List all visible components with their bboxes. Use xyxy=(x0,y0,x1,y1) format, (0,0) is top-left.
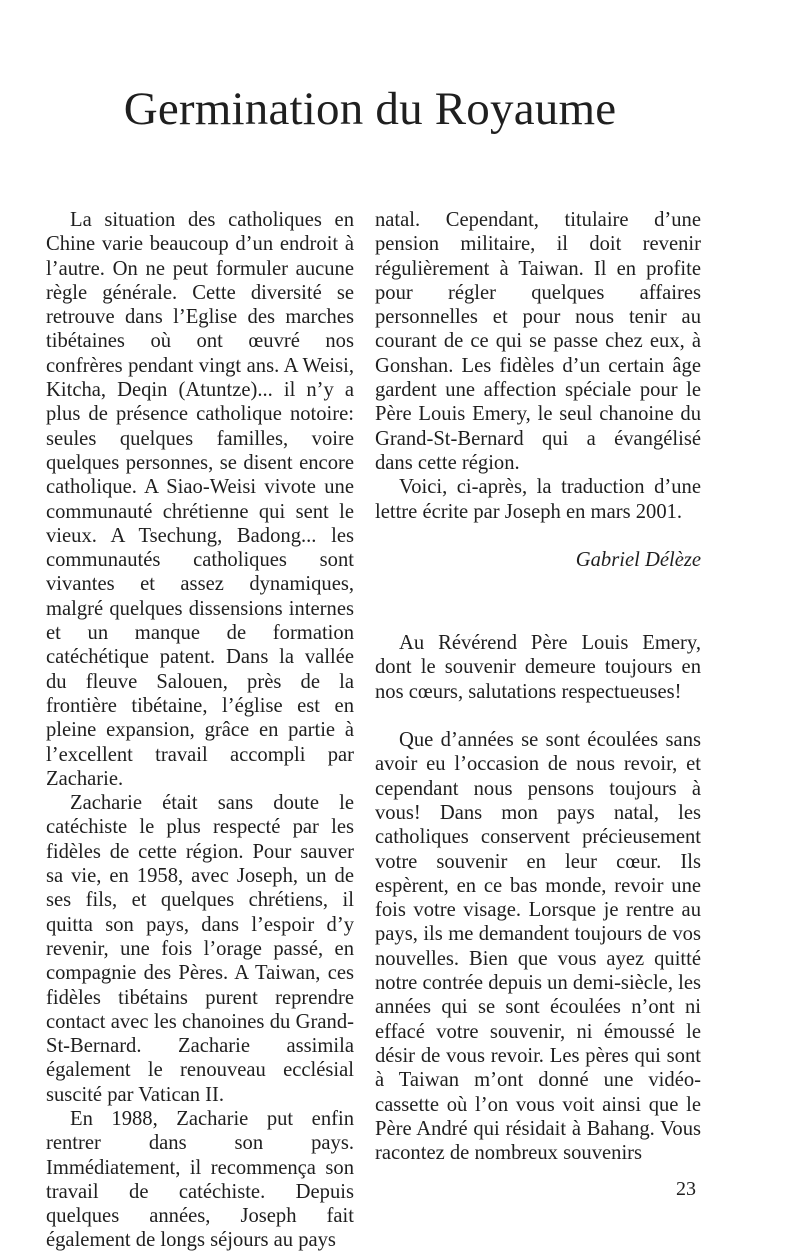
paragraph-letter-intro: Voici, ci-après, la traduction d’une lettre écrite par Joseph en mars 2001. xyxy=(375,476,701,523)
left-column xyxy=(46,208,354,1253)
paragraph-1988: En 1988, Zacharie put enfin rentrer dans son pays. Immédiatement, il recommença son travail de catéchiste. Depuis quelques années, Joseph fait également de longs séjours au pays xyxy=(46,1107,354,1252)
page-title: Germination du Royaume xyxy=(123,83,617,135)
letter-body: Que d’années se sont écoulées sans avoir eu l’occasion de nous revoir, et cependant nous pensons toujours à vous! Dans mon pays natal, les catholiques conservent précieusement votre souvenir en leur cœur. Ils espèrent, en ce bas monde, revoir une fois votre visage. Lorsque je rentre au pays, ils me demandent toujours de vos nouvelles. Bien que vous ayez quitté notre contrée depuis un demi-siècle, les années qui se sont écoulées n’ont ni effacé votre souvenir, ni émoussé le désir de vous revoir. Les pères qui sont à Taiwan m’ont donné une vidéo-cassette où l’on vous voit ainsi que le Père André qui résidait à Bahang. Vous racontez de nombreux souvenirs xyxy=(375,729,701,1165)
right-column xyxy=(375,208,701,1165)
paragraph-intro: La situation des catholiques en Chine varie beaucoup d’un endroit à l’autre. On ne peut formuler aucune règle générale. Cette diversité se retrouve dans l’Eglise des marches tibétaines où ont œuvré nos confrères pendant vingt ans. A Weisi, Kitcha, Deqin (Atuntze)... il n’y a plus de présence catholique notoire: seules quelques familles, voire quelques personnes, se disent encore catholique. A Siao-Weisi vivote une communauté chrétienne qui sent le vieux. A Tsechung, Badong... les communautés catholiques sont vivantes et assez dynamiques, malgré quelques dissensions internes et un manque de formation catéchétique patent. Dans la vallée du fleuve Salouen, près de la frontière tibétaine, l’église est en pleine expansion, grâce en partie à l’excellent travail accompli par Zacharie. xyxy=(46,209,354,790)
paragraph-zacharie: Zacharie était sans doute le catéchiste le plus respecté par les fidèles de cette région. Pour sauver sa vie, en 1958, avec Joseph, un de ses fils, et quelques chrétiens, il quitta son pays, dans l’espoir d’y revenir, une fois l’orage passé, en compagnie des Pères. A Taiwan, ces fidèles tibétains purent reprendre contact avec les chanoines du Grand-St-Bernard. Zacharie assimila également le renouveau ecclésial suscité par Vatican II. xyxy=(46,792,354,1106)
letter-salutation: Au Révérend Père Louis Emery, dont le souvenir demeure toujours en nos cœurs, salutations respectueuses! xyxy=(375,632,701,703)
page-number: 23 xyxy=(676,1178,696,1200)
paragraph-continuation: natal. Cependant, titulaire d’une pension militaire, il doit revenir régulièrement à Taiwan. Il en profite pour régler quelques affaires personnelles et pour nous tenir au courant de ce qui se passe chez eux, à Gonshan. Les fidèles d’un certain âge gardent une affection spéciale pour le Père Louis Emery, le seul chanoine du Grand-St-Bernard qui a évangélisé dans cette région. xyxy=(375,209,701,474)
author-signature: Gabriel Délèze xyxy=(575,548,701,571)
